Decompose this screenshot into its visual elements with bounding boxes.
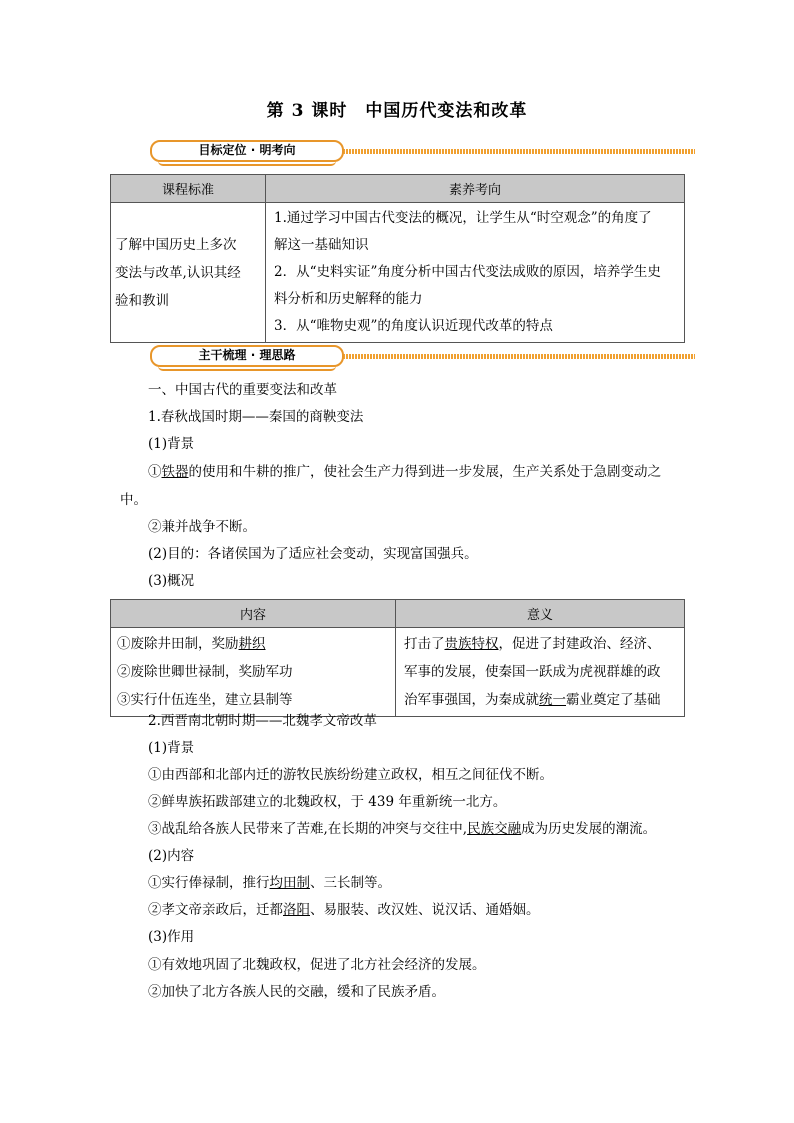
- paragraph: (1)背景: [148, 740, 195, 756]
- heading: 一、中国古代的重要变法和改革: [148, 382, 337, 398]
- paragraph: (2)内容: [148, 848, 195, 864]
- paragraph: ②兼并战争不断。: [148, 519, 256, 535]
- content-cell: ①废除井田制，奖励耕织 ②废除世卿世禄制，奖励军功 ③实行什伍连坐，建立县制等: [111, 628, 396, 717]
- subheading: 1.春秋战国时期——秦国的商鞅变法: [148, 409, 364, 425]
- table-header: 素养考向: [266, 175, 685, 203]
- paragraph: ②鲜卑族拓跋部建立的北魏政权，于 439 年重新统一北方。: [148, 794, 507, 810]
- curriculum-table: [110, 174, 685, 343]
- section-label: 主干梳理 · 理思路: [198, 348, 296, 362]
- paragraph: (3)概况: [148, 573, 195, 589]
- paragraph: (3)作用: [148, 929, 195, 945]
- paragraph: (2)目的：各诸侯国为了适应社会变动，实现富国强兵。: [148, 546, 478, 562]
- section-divider: [310, 149, 695, 154]
- table-header: 内容: [111, 600, 396, 628]
- paragraph: ③战乱给各族人民带来了苦难,在长期的冲突与交往中,民族交融成为历史发展的潮流。: [148, 821, 657, 837]
- paragraph: ①实行俸禄制，推行均田制、三长制等。: [148, 875, 391, 891]
- section-label: 目标定位 · 明考向: [198, 143, 296, 157]
- aims-cell: 1.通过学习中国古代变法的概况，让学生从“时空观念”的角度了 解这一基础知识 2．从“史料实证”角度分析中国古代变法成败的原因，培养学生史 料分析和历史解释的能力 3．从“唯物史观”的角度认识近现代改革的特点: [266, 203, 685, 343]
- significance-cell: 打击了贵族特权，促进了封建政治、经济、 军事的发展，使秦国一跃成为虎视群雄的政 治军事强国，为秦成就统一霸业奠定了基础: [396, 628, 685, 717]
- table-header: 课程标准: [111, 175, 266, 203]
- paragraph: 中。: [120, 492, 147, 508]
- page-title: 第 3 课时 中国历代变法和改革: [266, 101, 528, 121]
- subheading: 2.西晋南北朝时期——北魏孝文帝改革: [148, 713, 377, 729]
- paragraph: ①有效地巩固了北魏政权，促进了北方社会经济的发展。: [148, 957, 486, 973]
- standard-cell: 了解中国历史上多次 变法与改革,认识其经 验和教训: [111, 203, 266, 343]
- paragraph: ②孝文帝亲政后，迁都洛阳、易服装、改汉姓、说汉话、通婚姻。: [148, 902, 540, 918]
- overview-table: [110, 599, 685, 717]
- paragraph: ②加快了北方各族人民的交融，缓和了民族矛盾。: [148, 984, 445, 1000]
- paragraph: (1)背景: [148, 436, 195, 452]
- paragraph: ①铁器的使用和牛耕的推广，使社会生产力得到进一步发展，生产关系处于急剧变动之: [148, 464, 661, 480]
- section-header-outline: [150, 345, 695, 367]
- table-header: 意义: [396, 600, 685, 628]
- paragraph: ①由西部和北部内迁的游牧民族纷纷建立政权，相互之间征伐不断。: [148, 767, 553, 783]
- section-header-goals: [150, 140, 695, 162]
- section-divider: [310, 354, 695, 359]
